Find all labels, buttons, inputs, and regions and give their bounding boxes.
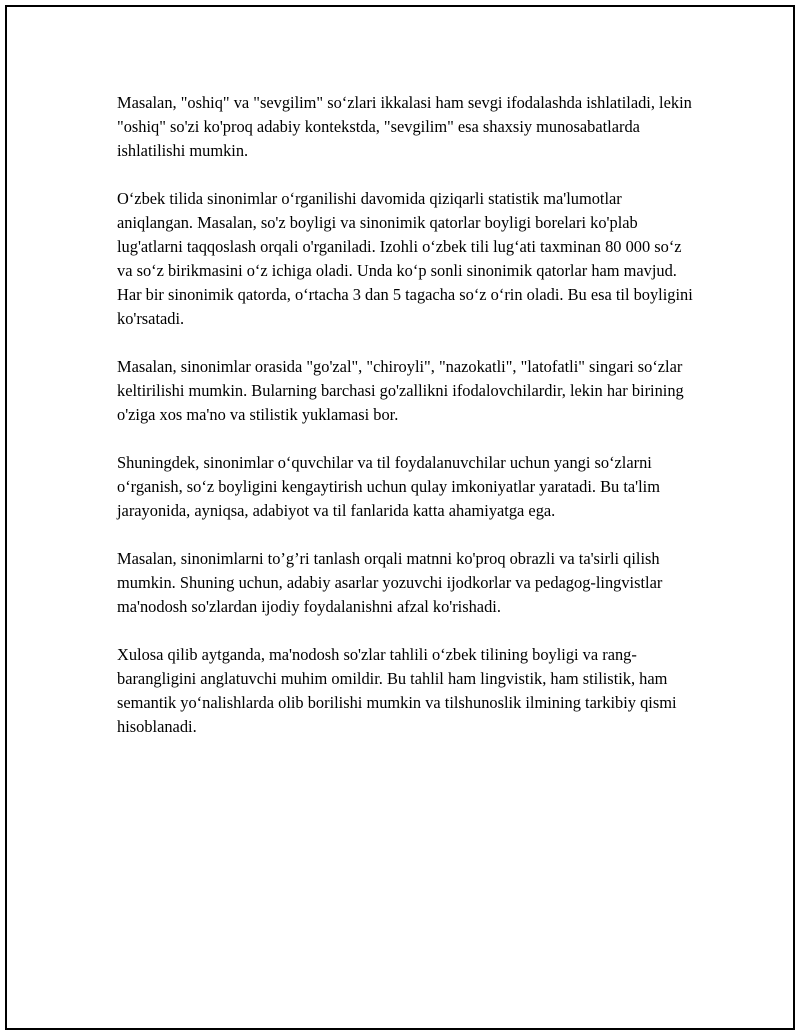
paragraph: Masalan, "oshiq" va "sevgilim" so‘zlari ikkalasi ham sevgi ifodalashda ishlatiladi, lekin "oshiq" so'zi ko'proq adabiy kontekstda, "sevgilim" esa shaxsiy munosabatlarda ishlatilishi mumkin. <box>117 93 692 160</box>
paragraph: Masalan, sinonimlarni to’g’ri tanlash orqali matnni ko'proq obrazli va ta'sirli qilish mumkin. Shuning uchun, adabiy asarlar yozuvchi ijodkorlar va pedagog-lingvistlar ma'nodosh so'zlardan ijodiy foydalanishni afzal ko'rishadi. <box>117 549 663 616</box>
paragraph: Masalan, sinonimlar orasida "go'zal", "chiroyli", "nazokatli", "latofatli" singari so‘zlar keltirilishi mumkin. Bularning barchasi go'zallikni ifodalovchilardir, lekin har birining o'ziga xos ma'no va stilistik yuklamasi bor. <box>117 357 684 424</box>
document-body <box>117 91 697 763</box>
paragraph: Shuningdek, sinonimlar o‘quvchilar va til foydalanuvchilar uchun yangi so‘zlarni o‘rganish, so‘z boyligini kengaytirish uchun qulay imkoniyatlar yaratadi. Bu ta'lim jarayonida, ayniqsa, adabiyot va til fanlarida katta ahamiyatga ega. <box>117 453 660 520</box>
paragraph: O‘zbek tilida sinonimlar o‘rganilishi davomida qiziqarli statistik ma'lumotlar aniqlangan. Masalan, so'z boyligi va sinonimik qatorlar boyligi borelari ko'plab lug'atlarni taqqoslash orqali o'rganiladi. Izohli o‘zbek tili lug‘ati taxminan 80 000 so‘z va so‘z birikmasini o‘z ichiga oladi. Unda ko‘p sonli sinonimik qatorlar ham mavjud. Har bir sinonimik qatorda, o‘rtacha 3 dan 5 tagacha so‘z o‘rin oladi. Bu esa til boyligini ko'rsatadi. <box>117 189 693 328</box>
paragraph: Xulosa qilib aytganda, ma'nodosh so'zlar tahlili o‘zbek tilining boyligi va rang-barangligini anglatuvchi muhim omildir. Bu tahlil ham lingvistik, ham stilistik, ham semantik yo‘nalishlarda olib borilishi mumkin va tilshunoslik ilmining tarkibiy qismi hisoblanadi. <box>117 645 677 736</box>
